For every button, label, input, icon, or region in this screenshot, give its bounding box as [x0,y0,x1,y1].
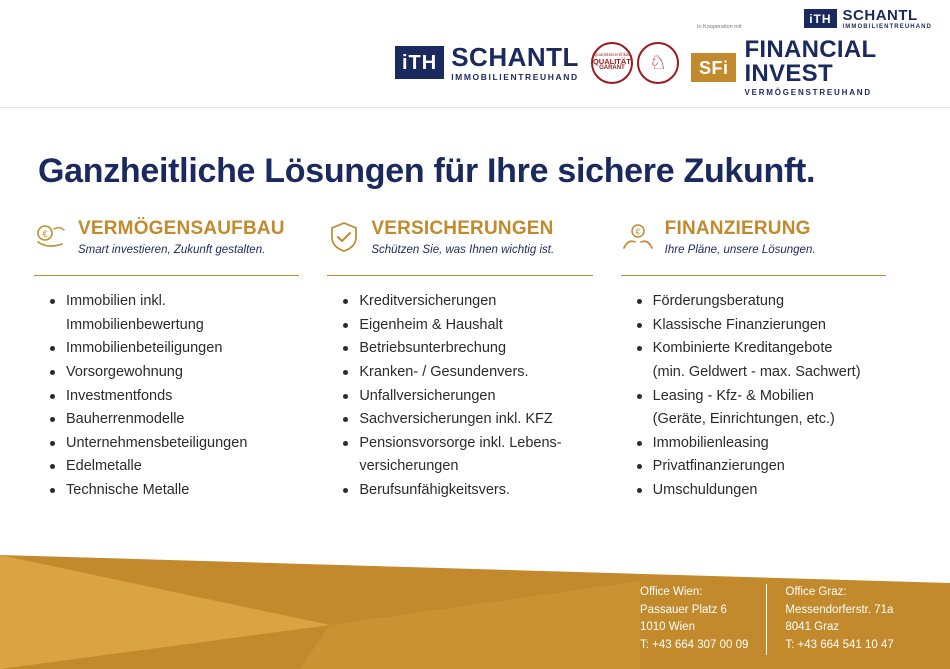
list-item: Sachversicherungen inkl. KFZ [343,408,606,432]
list-item: Klassische Finanzierungen [637,314,900,338]
crest-icon: ♘ [648,51,667,74]
office-title: Office Wien: [640,585,703,598]
corner-logo-name: SCHANTL [842,7,918,24]
office-line: Passauer Platz 6 [640,603,727,616]
office-wien [640,584,748,655]
column-subtitle: Smart investieren, Zukunft gestalten. [78,243,266,256]
office-line: 1010 Wien [640,621,695,634]
seal-line-3: GARANT [599,65,625,72]
list-item: Pensionsvorsorge inkl. Lebens- [343,432,606,456]
corner-logo-text [843,8,932,30]
office-line: Messendorferstr. 71a [785,603,894,616]
column-finanzierung [621,219,914,503]
crest-seal-icon [637,42,679,84]
schantl-name: SCHANTL [451,41,579,72]
list-item: Privatfinanzierungen [637,455,900,479]
footer [0,529,950,669]
office-line: 8041 Graz [785,621,840,634]
column-header-text [371,219,554,256]
list-item: Leasing - Kfz- & Mobilien [637,385,900,409]
footer-offices [640,584,894,655]
list-item: Investmentfonds [50,385,313,409]
svg-text:€: € [42,229,48,239]
column-header-text [665,219,816,256]
column-divider [621,275,886,276]
list-item: Berufsunfähigkeitsvers. [343,479,606,503]
page-title: Ganzheitliche Lösungen für Ihre sichere Zukunft. [38,152,816,190]
header-brand-row [395,24,950,97]
list-item: Unternehmensbeteiligungen [50,432,313,456]
column-vermoegensaufbau [34,219,327,503]
service-columns [34,219,914,503]
schantl-subtitle: IMMOBILIENTREUHAND [451,71,579,82]
list-item: Umschuldungen [637,479,900,503]
column-header-text [78,219,285,256]
quality-seal-icon [591,42,633,84]
svg-text:€: € [635,227,640,237]
financial-invest-text [744,38,950,97]
hands-euro-icon [621,220,655,254]
coins-hand-icon [34,220,68,254]
column-subtitle: Ihre Pläne, unsere Lösungen. [664,243,816,256]
column-title: VERSICHERUNGEN [371,218,554,239]
seal-line-2: QUALITÄT [592,56,631,66]
corner-logo [804,8,932,30]
seal-group [591,42,679,84]
ith-monogram-icon: iTH [804,9,836,28]
list-item: Kranken- / Gesundenvers. [343,361,606,385]
office-title: Office Graz: [785,585,847,598]
financial-invest-name: FINANCIAL INVEST [744,36,877,87]
schantl-logo-text [451,41,579,82]
column-subtitle: Schützen Sie, was Ihnen wichtig ist. [371,243,555,256]
office-graz [766,584,893,655]
list-item: Vorsorgewohnung [50,361,313,385]
column-header [34,219,313,267]
list-item: Eigenheim & Haushalt [343,314,606,338]
ith-monogram-icon: iTH [395,46,444,79]
list-item: Unfallversicherungen [343,385,606,409]
list-item: Kombinierte Kreditangebote [637,337,900,361]
header [0,0,950,108]
shield-check-icon [327,220,361,254]
column-list [637,290,900,503]
list-item: (Geräte, Einrichtungen, etc.) [652,411,835,428]
list-item: Betriebsunterbrechung [343,337,606,361]
list-item: Bauherrenmodelle [50,408,313,432]
financial-invest-subtitle: VERMÖGENSTREUHAND [744,88,872,97]
list-item: Förderungsberatung [637,290,900,314]
list-item: Immobilien inkl. [50,290,313,314]
column-list [50,290,313,503]
seal-line-1: Qualitätszertifikat [593,52,630,58]
sfi-monogram-icon: SFi [691,53,737,82]
list-item: versicherungen [359,458,459,475]
schantl-logo [395,41,579,82]
cooperation-label: In Kooperation mit [696,24,742,30]
column-divider [34,275,299,276]
list-item: Immobilienbewertung [66,316,204,333]
column-header [327,219,606,267]
corner-logo-subtitle: IMMOBILIENTREUHAND [842,23,932,30]
list-item: Immobilienbeteiligungen [50,337,313,361]
financial-invest-logo [691,38,950,97]
column-versicherungen [327,219,620,503]
column-title: FINANZIERUNG [664,218,811,239]
list-item: (min. Geldwert - max. Sachwert) [652,363,861,380]
list-item: Immobilienleasing [637,432,900,456]
office-phone[interactable]: T: +43 664 307 00 09 [640,639,749,652]
column-header [621,219,900,267]
column-list [343,290,606,503]
column-title: VERMÖGENSAUFBAU [78,218,285,239]
list-item: Edelmetalle [50,455,313,479]
office-phone[interactable]: T: +43 664 541 10 47 [785,639,894,652]
list-item: Technische Metalle [50,479,313,503]
column-divider [327,275,592,276]
list-item: Kreditversicherungen [343,290,606,314]
